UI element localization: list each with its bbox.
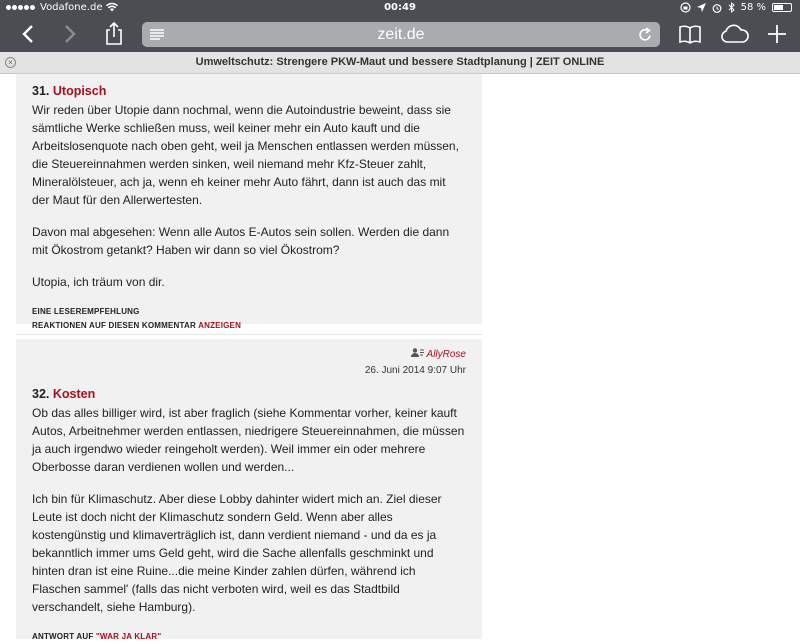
address-bar[interactable] <box>142 22 660 47</box>
comment-paragraph: Utopia, ich träum von dir. <box>32 275 165 289</box>
location-icon <box>697 3 706 12</box>
tab-bar <box>0 52 800 74</box>
status-bar <box>0 0 800 16</box>
back-button[interactable] <box>14 20 42 48</box>
reply-to-row <box>32 630 466 644</box>
author-link[interactable]: AllyRose <box>426 349 466 360</box>
forward-button[interactable] <box>56 20 84 48</box>
comment-body <box>32 101 466 291</box>
bluetooth-icon <box>728 2 735 13</box>
url-host: zeit.de <box>377 26 425 43</box>
recommendation-count: EINE LESEREMPFEHLUNG <box>32 307 140 316</box>
status-right <box>680 2 792 13</box>
battery-fill <box>774 5 783 10</box>
chevron-left-icon <box>21 24 35 44</box>
chevron-right-icon <box>63 24 77 44</box>
comment-title-link[interactable]: Utopisch <box>52 84 107 98</box>
plus-icon <box>767 24 787 44</box>
icloud-tabs-button[interactable] <box>718 20 752 48</box>
status-time: 00:49 <box>384 2 416 13</box>
browser-toolbar <box>0 16 800 52</box>
comment-32 <box>16 339 482 639</box>
bookmarks-button[interactable] <box>676 20 704 48</box>
comment-number: 32. <box>32 387 50 401</box>
comment-divider <box>16 334 482 335</box>
share-icon <box>104 22 124 46</box>
reactions-row <box>32 319 466 333</box>
comment-paragraph: Ich bin für Klimaschutz. Aber diese Lobby dahinter widert mich an. Ziel dieser Leute ist doch nicht der Klimaschutz sondern Geld. Wenn aber alles kostengünstig und klimaverträglich ist, dann verdient niemand - und da es ja bekanntlich immer ums Geld geht, wird die Sache allenfalls geschminkt und hinten dran ist eine Ruine...die meine Kinder zahlen dürfen, während ich Flaschen sammel' (falls das nicht verboten wird, weil es das Stadtbild verschandelt, siehe Hamburg). <box>32 492 442 614</box>
reply-to-label: ANTWORT AUF <box>32 632 94 641</box>
reactions-label: REAKTIONEN AUF DIESEN KOMMENTAR <box>32 321 196 330</box>
reply-to-link[interactable]: "WAR JA KLAR" <box>95 632 162 641</box>
carrier-label: Vodafone.de <box>40 2 103 13</box>
alarm-icon <box>712 3 722 13</box>
author-row <box>32 347 466 363</box>
page-content <box>0 74 800 641</box>
comment-paragraph: Wir reden über Utopie dann nochmal, wenn die Autoindustrie beweint, dass sie sämtliche Werke schließen muss, weil keiner mehr ein Auto kauft und die Arbeitslosenquote nach oben geht, weil ja Menschen entlassen werden müssen, die Steuereinnahmen werden sinken, weil niemand mehr Kfz-Steuer zahlt, Mineralölsteuer, ach ja, wenn eh keiner mehr Auto fährt, dann ist auch das mit der Maut für den Allerwertesten. <box>32 103 459 207</box>
book-icon <box>679 25 701 43</box>
comment-heading <box>32 84 466 98</box>
comment-paragraph: Davon mal abgesehen: Wenn alle Autos E-Autos sein sollen. Werden die dann mit Ökostrom getankt? Haben wir dann so viel Ökostrom? <box>32 225 450 257</box>
battery-percent: 58 % <box>740 2 766 13</box>
comment-column <box>16 74 482 639</box>
comment-number: 31. <box>32 84 50 98</box>
tab-title[interactable]: Umweltschutz: Strengere PKW-Maut und bessere Stadtplanung | ZEIT ONLINE <box>195 56 605 68</box>
comment-date: 26. Juni 2014 9:07 Uhr <box>364 365 466 376</box>
show-reactions-link[interactable]: ANZEIGEN <box>198 321 242 330</box>
battery-icon <box>772 3 792 12</box>
comment-paragraph: Ob das alles billiger wird, ist aber fraglich (siehe Kommentar vorher, keiner kauft Autos, Arbeitnehmer werden entlassen, niedrigere Steuereinnahmen, die müssen ja auch irgendwo wieder reingeholt werden). Weil immer ein oder mehrere Oberbosse daran verdienen wollen und werden... <box>32 406 465 474</box>
rotation-lock-icon <box>680 2 691 13</box>
cloud-icon <box>720 25 750 43</box>
comment-31 <box>16 74 482 330</box>
new-tab-button[interactable] <box>764 20 790 48</box>
user-icon <box>411 348 424 357</box>
comment-title-link[interactable]: Kosten <box>52 387 96 401</box>
comment-date-row <box>32 363 466 379</box>
comment-heading <box>32 387 466 401</box>
close-tab-icon[interactable]: × <box>5 57 16 68</box>
reload-icon[interactable] <box>638 27 652 42</box>
comment-body <box>32 404 466 616</box>
share-button[interactable] <box>100 20 128 48</box>
